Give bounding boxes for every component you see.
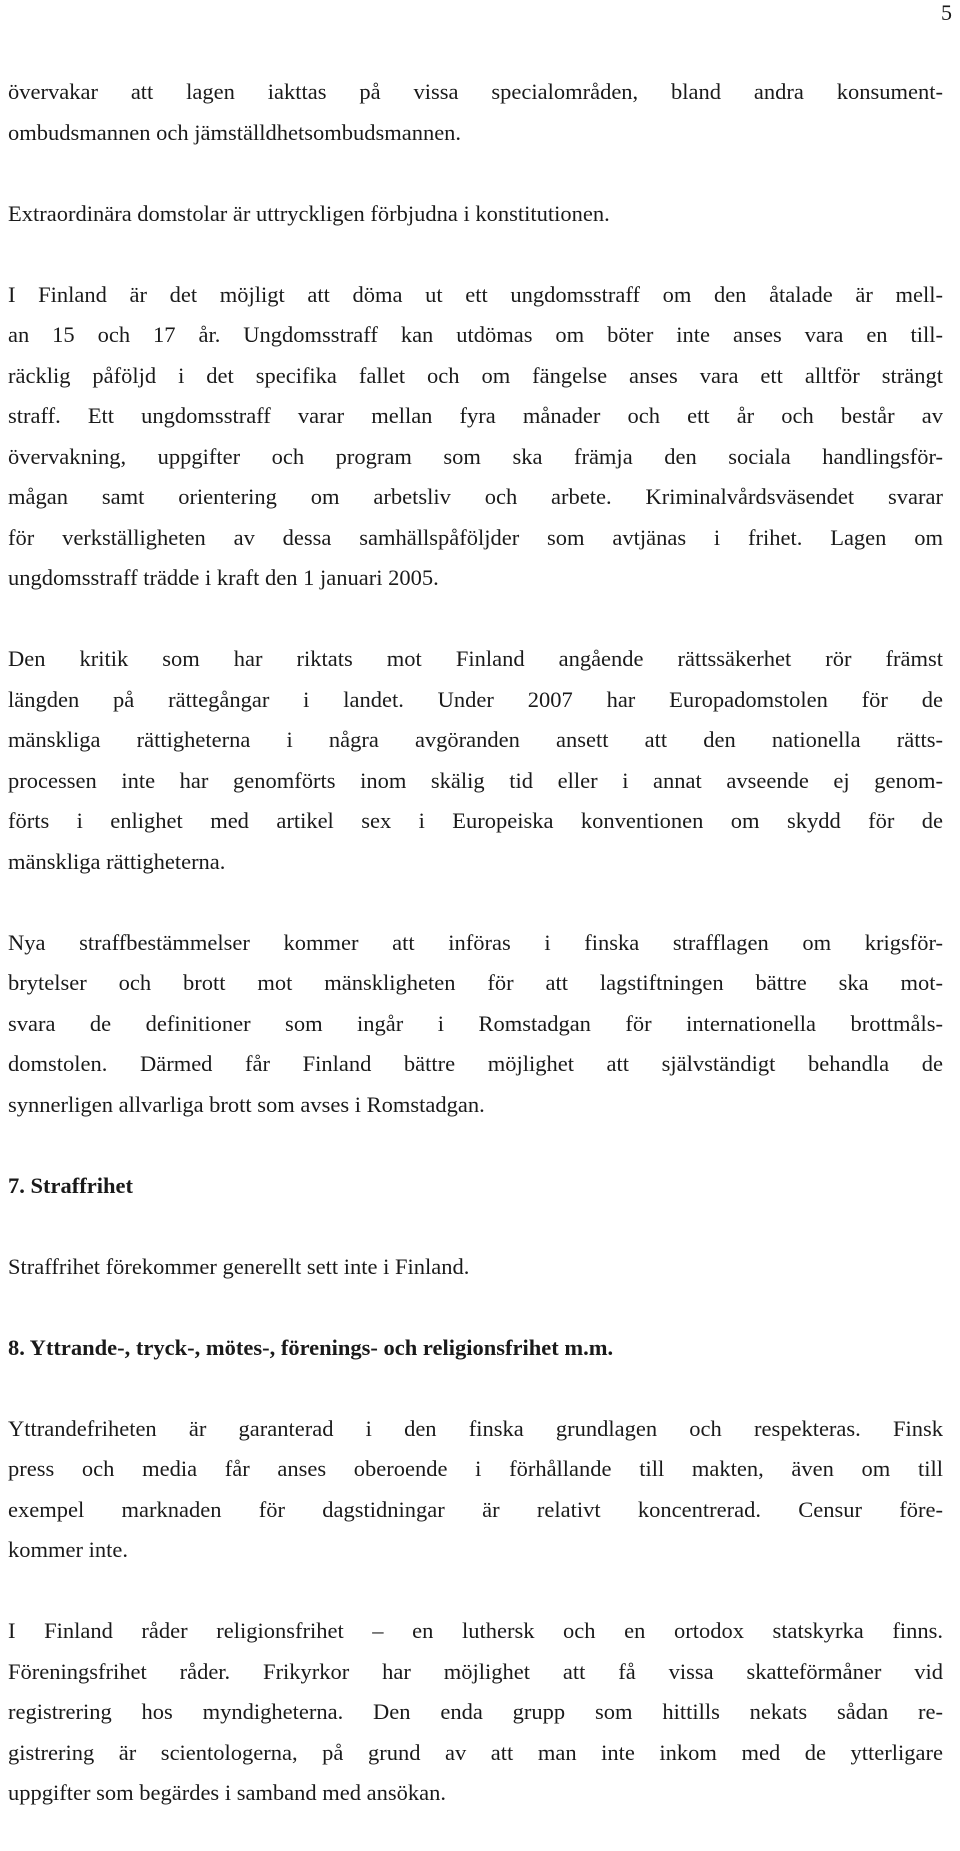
text-line: Yttrandefriheten är garanterad i den finska grundlagen och respekteras. Finsk — [8, 1415, 943, 1441]
text-line: domstolen. Därmed får Finland bättre möjlighet att självständigt behandla de — [8, 1051, 943, 1076]
text-line: mågan samt orientering om arbetsliv och arbete. Kriminalvårdsväsendet svarar — [8, 484, 943, 509]
paragraph-gap — [8, 882, 943, 923]
text-line: processen inte har genomförts inom skälig tid eller i annat avseende ej genom- — [8, 767, 943, 793]
paragraph — [8, 1247, 943, 1288]
paragraph — [8, 1409, 943, 1571]
text-line: ungdomsstraff trädde i kraft den 1 januari 2005. — [8, 565, 439, 590]
paragraph — [8, 639, 943, 882]
text-line: mänskliga rättigheterna i några avgöranden ansett att den nationella rätts- — [8, 727, 943, 752]
paragraph — [8, 72, 943, 153]
paragraph-gap — [8, 1125, 943, 1166]
paragraph-gap — [8, 1571, 943, 1612]
text-line: gistrering är scientologerna, på grund av att man inte inkom med de ytterligare — [8, 1739, 943, 1765]
text-line: förts i enlighet med artikel sex i Europeiska konventionen om skydd för de — [8, 808, 943, 833]
text-line: straff. Ett ungdomsstraff varar mellan fyra månader och ett år och består av — [8, 403, 943, 428]
text-line: uppgifter som begärdes i samband med ansökan. — [8, 1780, 447, 1805]
text-line: press och media får anses oberoende i förhållande till makten, även om till — [8, 1456, 943, 1481]
paragraph-gap — [8, 234, 943, 275]
text-line: räcklig påföljd i det specifika fallet och om fängelse anses vara ett alltför strängt — [8, 362, 943, 388]
text-line: synnerligen allvarliga brott som avses i Romstadgan. — [8, 1091, 485, 1117]
heading-text: 8. Yttrande-, tryck-, mötes-, förenings- och religionsfrihet m.m. — [8, 1334, 614, 1360]
paragraph — [8, 194, 943, 235]
section-heading — [8, 1328, 943, 1369]
section-heading — [8, 1166, 943, 1207]
document-body — [8, 72, 943, 1814]
text-line: brytelser och brott mot mänskligheten för att lagstiftningen bättre ska mot- — [8, 970, 943, 995]
text-line: an 15 och 17 år. Ungdomsstraff kan utdömas om böter inte anses vara en till- — [8, 322, 943, 347]
page-number: 5 — [941, 0, 952, 25]
paragraph-gap — [8, 1368, 943, 1409]
text-line: Straffrihet förekommer generellt sett inte i Finland. — [8, 1253, 470, 1279]
paragraph-gap — [8, 599, 943, 640]
text-line: Föreningsfrihet råder. Frikyrkor har möjlighet att få vissa skatteförmåner vid — [8, 1658, 943, 1684]
paragraph-gap — [8, 153, 943, 194]
paragraph-gap — [8, 1206, 943, 1247]
paragraph — [8, 1611, 943, 1814]
text-line: övervakning, uppgifter och program som ska främja den sociala handlingsför- — [8, 443, 943, 469]
text-line: kommer inte. — [8, 1537, 128, 1562]
text-line: övervakar att lagen iakttas på vissa specialområden, bland andra konsument- — [8, 79, 943, 104]
text-line: svara de definitioner som ingår i Romstadgan för internationella brottmåls- — [8, 1010, 943, 1036]
text-line: ombudsmannen och jämställdhetsombudsmannen. — [8, 119, 462, 145]
heading-text: 7. Straffrihet — [8, 1172, 133, 1198]
text-line: I Finland råder religionsfrihet – en luthersk och en ortodox statskyrka finns. — [8, 1618, 943, 1643]
text-line: Den kritik som har riktats mot Finland angående rättssäkerhet rör främst — [8, 646, 943, 671]
text-line: registrering hos myndigheterna. Den enda grupp som hittills nekats sådan re- — [8, 1699, 943, 1724]
text-line: I Finland är det möjligt att döma ut ett ungdomsstraff om den åtalade är mell- — [8, 281, 943, 307]
text-line: längden på rättegångar i landet. Under 2007 har Europadomstolen för de — [8, 686, 943, 712]
text-line: Nya straffbestämmelser kommer att införas i finska strafflagen om krigsför- — [8, 929, 943, 955]
text-line: exempel marknaden för dagstidningar är relativt koncentrerad. Censur före- — [8, 1496, 943, 1522]
text-line: för verkställigheten av dessa samhällspåföljder som avtjänas i frihet. Lagen om — [8, 524, 943, 550]
text-line: mänskliga rättigheterna. — [8, 848, 226, 874]
text-line: Extraordinära domstolar är uttryckligen förbjudna i konstitutionen. — [8, 200, 610, 226]
paragraph — [8, 923, 943, 1126]
paragraph — [8, 275, 943, 599]
paragraph-gap — [8, 1287, 943, 1328]
